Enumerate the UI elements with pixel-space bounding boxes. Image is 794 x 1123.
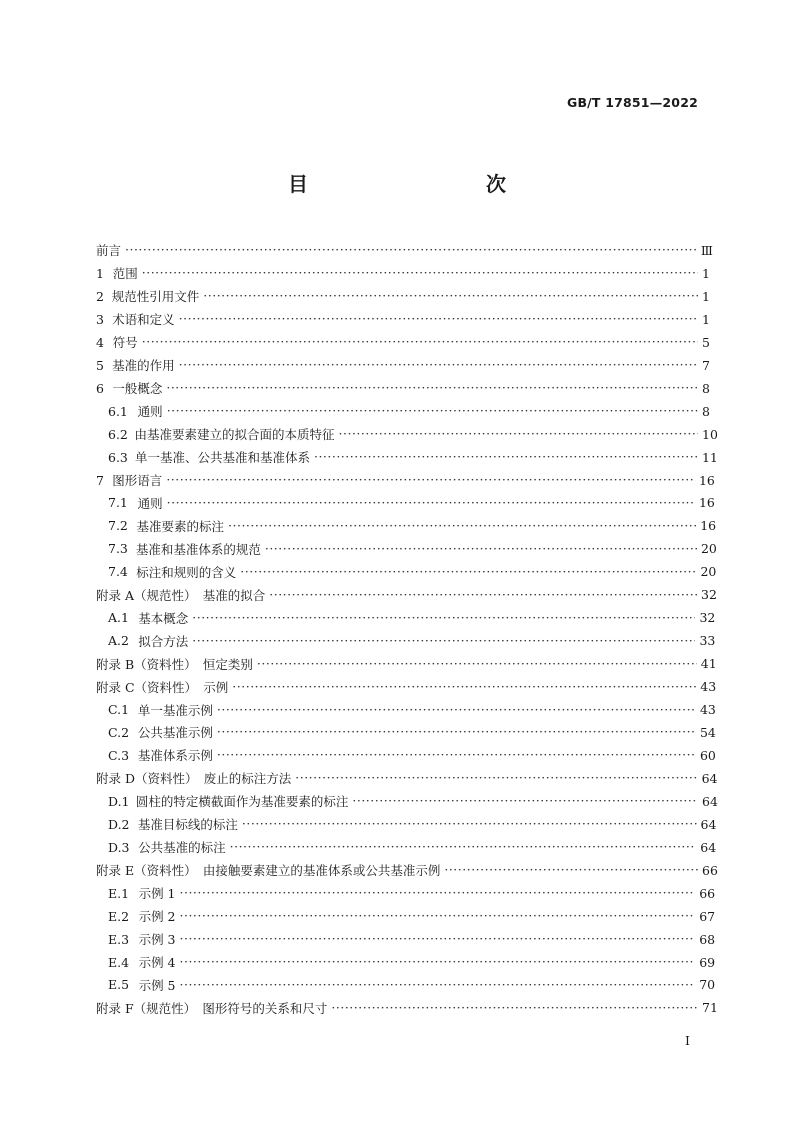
toc-entry-label: 示例 3 [138, 932, 176, 948]
toc-entry-label: 基准目标线的标注 [137, 817, 238, 833]
toc-entry[interactable] [96, 675, 717, 698]
toc-dot-leader [192, 633, 695, 649]
toc-entry[interactable] [96, 423, 718, 446]
toc-entry[interactable] [96, 560, 717, 583]
toc-dot-leader [179, 357, 698, 373]
toc-entry-number: 6.3 [108, 449, 128, 465]
toc-entry[interactable] [96, 469, 715, 492]
toc-entry-label: 示例 5 [138, 977, 176, 993]
toc-entry[interactable] [96, 377, 710, 400]
toc-entry-page: Ⅲ [700, 242, 713, 258]
toc-entry-number: 7.2 [108, 518, 128, 534]
toc-dot-leader [142, 334, 698, 350]
toc-entry-page: 54 [699, 724, 716, 740]
toc-entry-number: D.3 [108, 839, 130, 855]
toc-entry-label: 通则 [137, 495, 163, 511]
toc-dot-leader [180, 885, 696, 901]
toc-entry-page: 60 [699, 747, 716, 763]
toc-entry[interactable] [96, 882, 716, 905]
toc-entry-page: 1 [702, 311, 710, 327]
toc-dot-leader [295, 770, 697, 786]
toc-dot-leader [217, 747, 696, 763]
toc-entry-label: 一般概念 [112, 381, 163, 397]
toc-entry-page: 67 [699, 908, 716, 924]
toc-entry-number: E.5 [108, 977, 130, 993]
toc-entry-label: 示例 4 [138, 955, 176, 971]
toc-entry[interactable] [96, 514, 717, 537]
toc-entry-label: 通则 [137, 404, 163, 420]
toc-dot-leader [125, 242, 697, 258]
toc-entry-page: 16 [698, 472, 715, 488]
toc-entry-number: A.2 [108, 633, 129, 649]
toc-dot-leader [217, 702, 696, 718]
toc-entry-number: 7.1 [108, 495, 128, 511]
toc-entry-page: 10 [702, 426, 718, 442]
toc-entry-page: 68 [699, 931, 716, 947]
toc-entry-label: 单一基准示例 [137, 702, 213, 718]
toc-dot-leader [314, 449, 698, 465]
toc-entry-number: D.2 [108, 816, 130, 832]
toc-dot-leader [331, 1000, 698, 1016]
toc-dot-leader [192, 610, 695, 626]
toc-entry-page: 43 [700, 679, 717, 695]
toc-entry-label: 术语和定义 [112, 312, 175, 328]
toc-dot-leader [269, 587, 697, 603]
toc-entry-label: 由基准要素建立的拟合面的本质特征 [134, 427, 335, 443]
toc-entry-label: 示例 1 [138, 886, 176, 902]
toc-entry-page: 20 [700, 541, 717, 557]
toc-dot-leader [240, 564, 696, 580]
toc-dot-leader [230, 839, 697, 855]
toc-entry-page: 33 [699, 633, 716, 649]
toc-entry-label: 示例 2 [138, 909, 176, 925]
page-title: 目 次 [288, 172, 552, 196]
toc-entry-label: 拟合方法 [138, 633, 189, 649]
toc-entry[interactable] [96, 744, 716, 767]
toc-dot-leader [142, 265, 698, 281]
toc-entry[interactable] [96, 905, 716, 928]
toc-entry-page: 41 [700, 656, 717, 672]
toc-entry-page: 8 [702, 403, 710, 419]
toc-entry[interactable] [96, 721, 716, 744]
toc-entry[interactable] [96, 790, 718, 813]
toc-entry-page: 66 [702, 862, 718, 878]
toc-entry-label: 附录 D（资料性） 废止的标注方法 [96, 771, 292, 787]
toc-dot-leader [180, 931, 696, 947]
toc-entry-label: 规范性引用文件 [111, 289, 200, 305]
toc-dot-leader [180, 908, 696, 924]
toc-entry[interactable] [96, 583, 717, 606]
toc-entry-number: 7 [96, 472, 104, 488]
toc-entry-number: 6.1 [108, 403, 128, 419]
toc-entry-label: 基本概念 [138, 610, 189, 626]
toc-entry[interactable] [96, 537, 717, 560]
toc-dot-leader [265, 541, 697, 557]
toc-entry[interactable] [96, 928, 716, 951]
toc-entry-page: 5 [702, 334, 710, 350]
toc-entry[interactable] [96, 629, 716, 652]
toc-entry-label: 附录 B（资料性） 恒定类别 [96, 656, 253, 672]
toc-entry-label: 公共基准示例 [137, 725, 213, 741]
toc-entry-page: 16 [698, 495, 715, 511]
toc-entry-number: C.3 [108, 747, 130, 763]
toc-entry[interactable] [96, 996, 718, 1019]
toc-entry-number: 6 [96, 380, 104, 396]
toc-entry-page: 64 [702, 793, 718, 809]
toc-dot-leader [257, 656, 697, 672]
toc-entry[interactable] [96, 285, 710, 308]
toc-entry-page: 64 [700, 839, 717, 855]
toc-entry-label: 标注和规则的含义 [136, 564, 237, 580]
toc-entry-number: E.3 [108, 931, 130, 947]
toc-dot-leader [352, 793, 698, 809]
toc-entry[interactable] [96, 974, 716, 997]
toc-entry-label: 基准和基准体系的规范 [135, 541, 261, 557]
toc-entry-number: 7.3 [108, 541, 128, 557]
toc-dot-leader [167, 403, 698, 419]
toc-entry-page: 32 [701, 587, 717, 603]
toc-entry[interactable] [96, 652, 717, 675]
toc-entry[interactable] [96, 859, 718, 882]
toc-entry[interactable] [96, 698, 716, 721]
table-of-contents [96, 239, 718, 1019]
standard-number: GB/T 17851—2022 [566, 95, 698, 110]
toc-entry-number: C.2 [108, 724, 130, 740]
toc-dot-leader [167, 495, 695, 511]
toc-dot-leader [179, 311, 698, 327]
toc-entry[interactable] [96, 331, 710, 354]
toc-entry-label: 前言 [96, 243, 122, 259]
toc-entry[interactable] [96, 239, 713, 262]
toc-entry[interactable] [96, 767, 718, 790]
toc-entry-number: E.1 [108, 885, 130, 901]
toc-entry-label: 图形语言 [112, 473, 163, 488]
toc-entry-label: 附录 A（规范性） 基准的拟合 [96, 587, 266, 603]
toc-entry-label: 基准要素的标注 [136, 518, 225, 534]
toc-entry-page: 20 [700, 564, 717, 580]
toc-entry-page: 1 [702, 265, 710, 281]
toc-entry[interactable] [96, 446, 718, 469]
toc-entry[interactable] [96, 606, 716, 629]
toc-entry-label: 公共基准的标注 [138, 840, 226, 856]
toc-entry-label: 基准体系示例 [137, 748, 213, 764]
toc-entry-label: 附录 C（资料性） 示例 [96, 679, 229, 695]
toc-entry-number: E.2 [108, 908, 130, 924]
toc-entry-page: 1 [702, 288, 710, 304]
toc-entry-number: 5 [96, 357, 104, 373]
toc-entry-page: 69 [699, 954, 716, 970]
toc-entry-page: 7 [702, 357, 710, 373]
toc-entry-label: 范围 [112, 266, 138, 282]
toc-entry[interactable] [96, 262, 710, 285]
toc-entry-label: 附录 F（规范性） 图形符号的关系和尺寸 [96, 1000, 328, 1016]
toc-entry[interactable] [96, 836, 717, 859]
toc-entry-page: 16 [700, 518, 717, 534]
toc-entry-page: 64 [700, 816, 717, 832]
toc-entry-number: C.1 [108, 702, 130, 718]
toc-entry-number: 6.2 [108, 426, 128, 442]
toc-entry[interactable] [96, 400, 710, 423]
toc-entry-label: 符号 [112, 335, 138, 351]
toc-entry[interactable] [96, 354, 710, 377]
toc-entry-page: 64 [701, 770, 718, 786]
toc-dot-leader [203, 288, 698, 304]
toc-entry-number: 7.4 [108, 564, 128, 580]
toc-entry-number: 1 [96, 265, 104, 281]
toc-entry-number: 4 [96, 334, 104, 350]
toc-entry-label: 圆柱的特定横截面作为基准要素的标注 [135, 794, 349, 810]
toc-dot-leader [166, 380, 698, 396]
toc-entry-page: 43 [699, 702, 716, 718]
toc-entry-number: 3 [96, 311, 104, 327]
toc-entry-page: 8 [702, 380, 710, 396]
toc-dot-leader [166, 472, 695, 488]
toc-entry-page: 66 [699, 885, 716, 901]
page-number: I [685, 1033, 690, 1048]
toc-entry-page: 11 [701, 449, 718, 465]
toc-dot-leader [228, 518, 696, 534]
toc-entry-label: 附录 E（资料性） 由接触要素建立的基准体系或公共基准示例 [96, 863, 441, 879]
toc-entry-number: A.1 [108, 610, 129, 626]
toc-entry[interactable] [96, 491, 715, 514]
toc-entry-page: 71 [702, 1000, 718, 1016]
toc-entry-page: 32 [699, 610, 716, 626]
toc-entry-label: 基准的作用 [112, 358, 175, 374]
toc-entry[interactable] [96, 813, 717, 836]
toc-entry[interactable] [96, 951, 716, 974]
toc-dot-leader [444, 862, 698, 878]
toc-entry-number: D.1 [108, 793, 130, 809]
toc-entry-number: E.4 [108, 954, 130, 970]
toc-dot-leader [242, 816, 697, 832]
toc-dot-leader [217, 724, 696, 740]
toc-dot-leader [180, 977, 696, 993]
toc-entry[interactable] [96, 308, 710, 331]
toc-entry-number: 2 [96, 288, 104, 304]
toc-dot-leader [232, 679, 696, 695]
toc-dot-leader [180, 954, 696, 970]
toc-entry-page: 70 [699, 977, 716, 993]
toc-entry-label: 单一基准、公共基准和基准体系 [134, 450, 310, 466]
toc-dot-leader [339, 426, 698, 442]
